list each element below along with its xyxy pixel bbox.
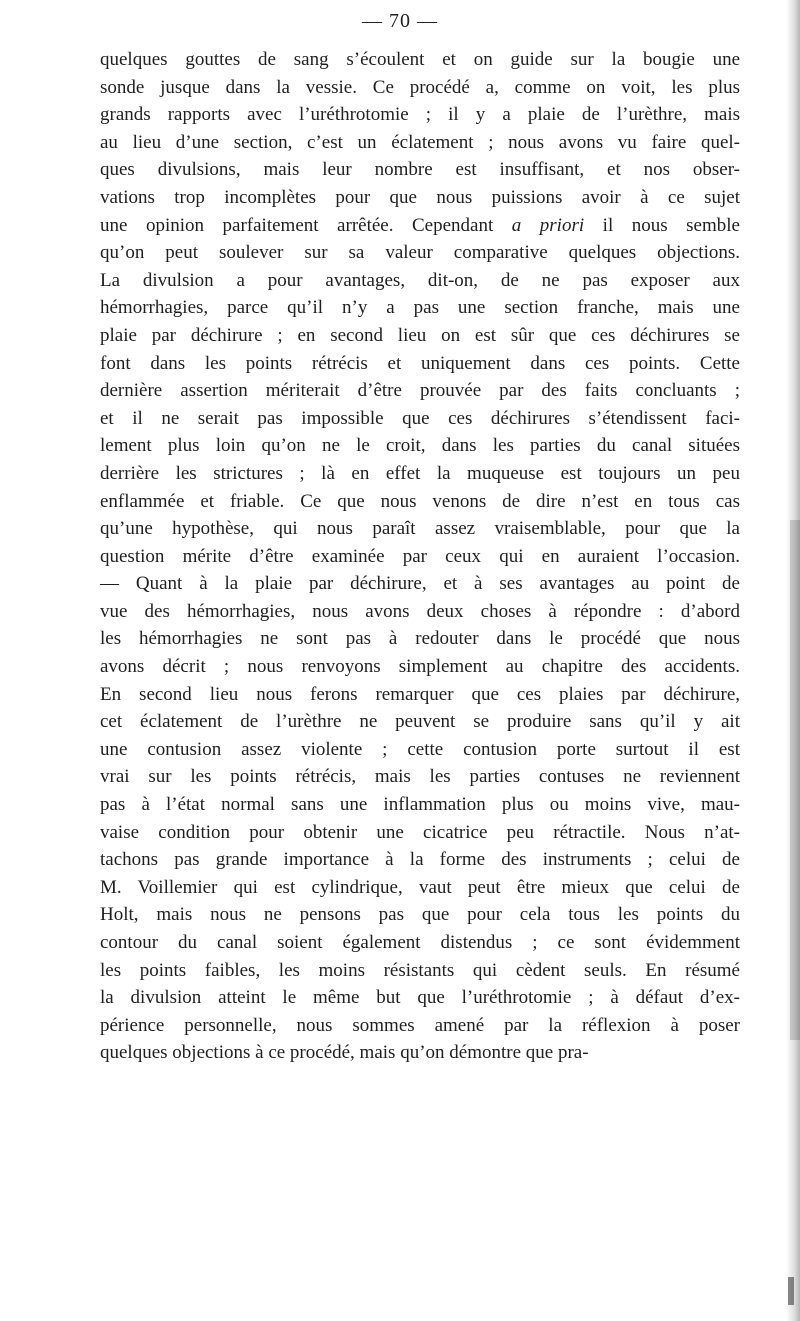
page-edge-binding — [790, 520, 800, 1040]
text-line: vaise condition pour obtenir une cicatrice peu rétractile. Nous n’at- — [100, 821, 740, 843]
text-line: quelques objections à ce procédé, mais qu’on démontre que pra- — [100, 1042, 589, 1064]
text-line: pas à l’état normal sans une inflammation plus ou moins vive, mau- — [100, 794, 740, 816]
text-line: grands rapports avec l’uréthrotomie ; il y a plaie de l’urèthre, mais — [100, 104, 740, 126]
text-line: périence personnelle, nous sommes amené par la réflexion à poser — [100, 1014, 740, 1036]
text-line: et il ne serait pas impossible que ces déchirures s’étendissent faci- — [100, 407, 740, 429]
text-line: cet éclatement de l’urèthre ne peuvent se produire sans qu’il y ait — [100, 711, 740, 733]
text-line: contour du canal soient également distendus ; ce sont évidemment — [100, 932, 740, 953]
text-line: une opinion parfaitement arrêtée. Cependant a priori il nous semble — [100, 214, 740, 236]
text-line: ques divulsions, mais leur nombre est insuffisant, et nos obser- — [100, 159, 740, 181]
text-line: une contusion assez violente ; cette contusion porte surtout il est — [100, 738, 740, 760]
text-line: question mérite d’être examinée par ceux qui en auraient l’occasion. — [100, 545, 740, 567]
text-line: La divulsion a pour avantages, dit-on, de ne pas exposer aux — [100, 269, 740, 291]
text-line: avons décrit ; nous renvoyons simplement au chapitre des accidents. — [100, 656, 740, 678]
text-line: au lieu d’une section, c’est un éclatement ; nous avons vu faire quel- — [100, 131, 740, 153]
text-line: enflammée et friable. Ce que nous venons de dire n’est en tous cas — [100, 490, 740, 512]
text-line: vations trop incomplètes pour que nous puissions avoir à ce sujet — [100, 186, 740, 208]
text-line: — Quant à la plaie par déchirure, et à ses avantages au point de — [100, 573, 740, 595]
scan-corner-mark — [788, 1277, 794, 1305]
text-line: les hémorrhagies ne sont pas à redouter dans le procédé que nous — [100, 628, 740, 650]
page-number: — 70 — — [362, 10, 438, 32]
italic-phrase: a priori — [511, 214, 585, 236]
text-line: hémorrhagies, parce qu’il n’y a pas une section franche, mais une — [100, 297, 740, 319]
text-line: les points faibles, les moins résistants qui cèdent seuls. En résumé — [100, 959, 740, 981]
text-line: dernière assertion mériterait d’être prouvée par des faits concluants ; — [100, 380, 740, 402]
text-line: lement plus loin qu’on ne le croit, dans les parties du canal situées — [100, 435, 740, 457]
text-line: En second lieu nous ferons remarquer que ces plaies par déchirure, — [100, 683, 740, 705]
text-line: vue des hémorrhagies, nous avons deux choses à répondre : d’abord — [100, 600, 740, 622]
text-line: plaie par déchirure ; en second lieu on est sûr que ces déchirures se — [100, 324, 740, 346]
text-line: M. Voillemier qui est cylindrique, vaut peut être mieux que celui de — [100, 876, 740, 898]
text-line: Holt, mais nous ne pensons pas que pour cela tous les points du — [100, 904, 740, 926]
text-line: qu’on peut soulever sur sa valeur comparative quelques objections. — [100, 242, 740, 264]
text-line: font dans les points rétrécis et uniquement dans ces points. Cette — [100, 352, 740, 374]
text-line: quelques gouttes de sang s’écoulent et on guide sur la bougie une — [100, 49, 740, 70]
text-line: tachons pas grande importance à la forme des instruments ; celui de — [100, 849, 740, 871]
text-line: vrai sur les points rétrécis, mais les parties contuses ne reviennent — [100, 766, 740, 788]
body-paragraph — [100, 46, 740, 1067]
text-line: sonde jusque dans la vessie. Ce procédé a, comme on voit, les plus — [100, 76, 740, 98]
text-line: qu’une hypothèse, qui nous paraît assez vraisemblable, pour que la — [100, 518, 740, 540]
text-line: la divulsion atteint le même but que l’uréthrotomie ; à défaut d’ex- — [100, 987, 740, 1009]
text-line: derrière les strictures ; là en effet la muqueuse est toujours un peu — [100, 462, 740, 484]
